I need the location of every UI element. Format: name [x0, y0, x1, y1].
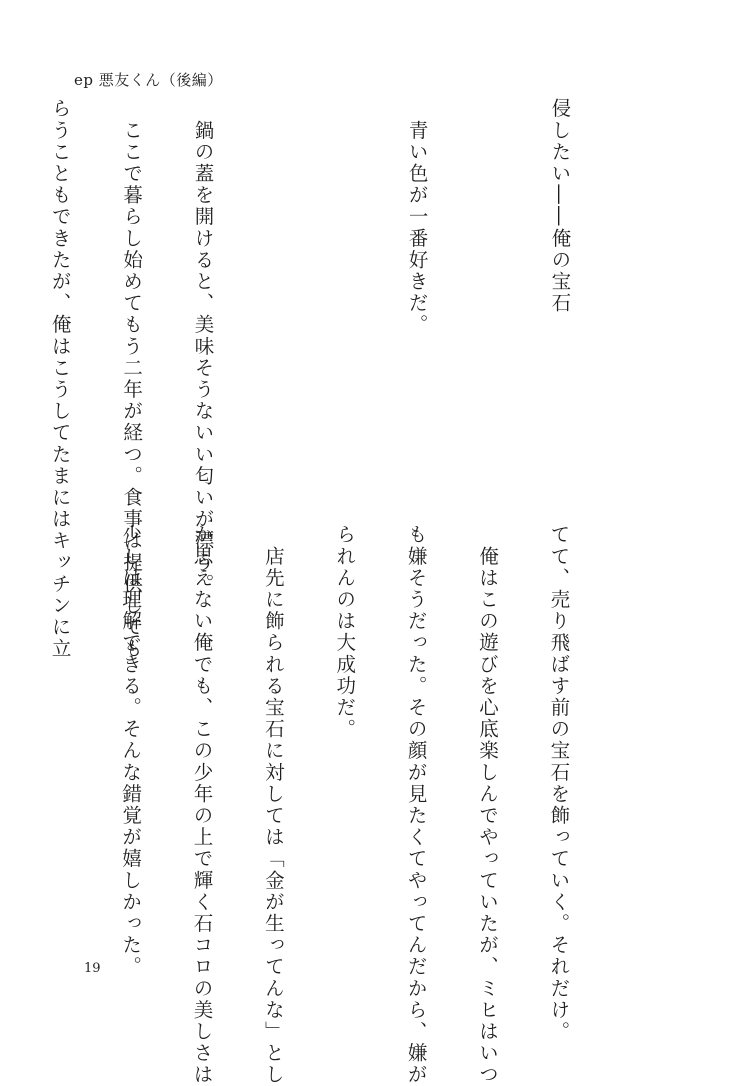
text-line: も嫌そうだった。その顔が見たくてやってんだから、嫌が: [404, 524, 428, 924]
text-line: か思えない俺でも、この少年の上で輝く石コロの美しさは: [190, 524, 214, 924]
text-line: [476, 98, 500, 498]
text-line: 侵したい――俺の宝石: [548, 98, 572, 498]
text-block-bottom: [0, 524, 618, 924]
text-line: [333, 98, 357, 498]
running-title: ep 悪友くん（後編）: [74, 69, 223, 90]
text-line: らうこともできたが、俺はこうしてたまにはキッチンに立: [48, 98, 72, 498]
text-line: 店先に飾られる宝石に対しては「金が生ってんな」とし: [261, 524, 285, 924]
text-line: 俺はこの遊びを心底楽しんでやっていたが、ミヒはいつ: [475, 524, 499, 924]
text-line: 鍋の蓋を開けると、美味そうないい匂いが漂う。: [191, 98, 215, 498]
page-number: 19: [84, 961, 101, 976]
text-block-top: [0, 98, 619, 498]
text-line: 青い色が一番好きだ。: [405, 98, 429, 498]
text-line: [47, 524, 71, 924]
text-line: ここで暮らし始めてもう二年が経つ。食事は提供しても: [119, 98, 143, 498]
text-line: てて、売り飛ばす前の宝石を飾っていく。それだけ。: [547, 524, 571, 924]
text-line: [262, 98, 286, 498]
text-line: られんのは大成功だ。: [332, 524, 356, 924]
text-line: 少しは理解できる。そんな錯覚が嬉しかった。: [118, 524, 142, 924]
